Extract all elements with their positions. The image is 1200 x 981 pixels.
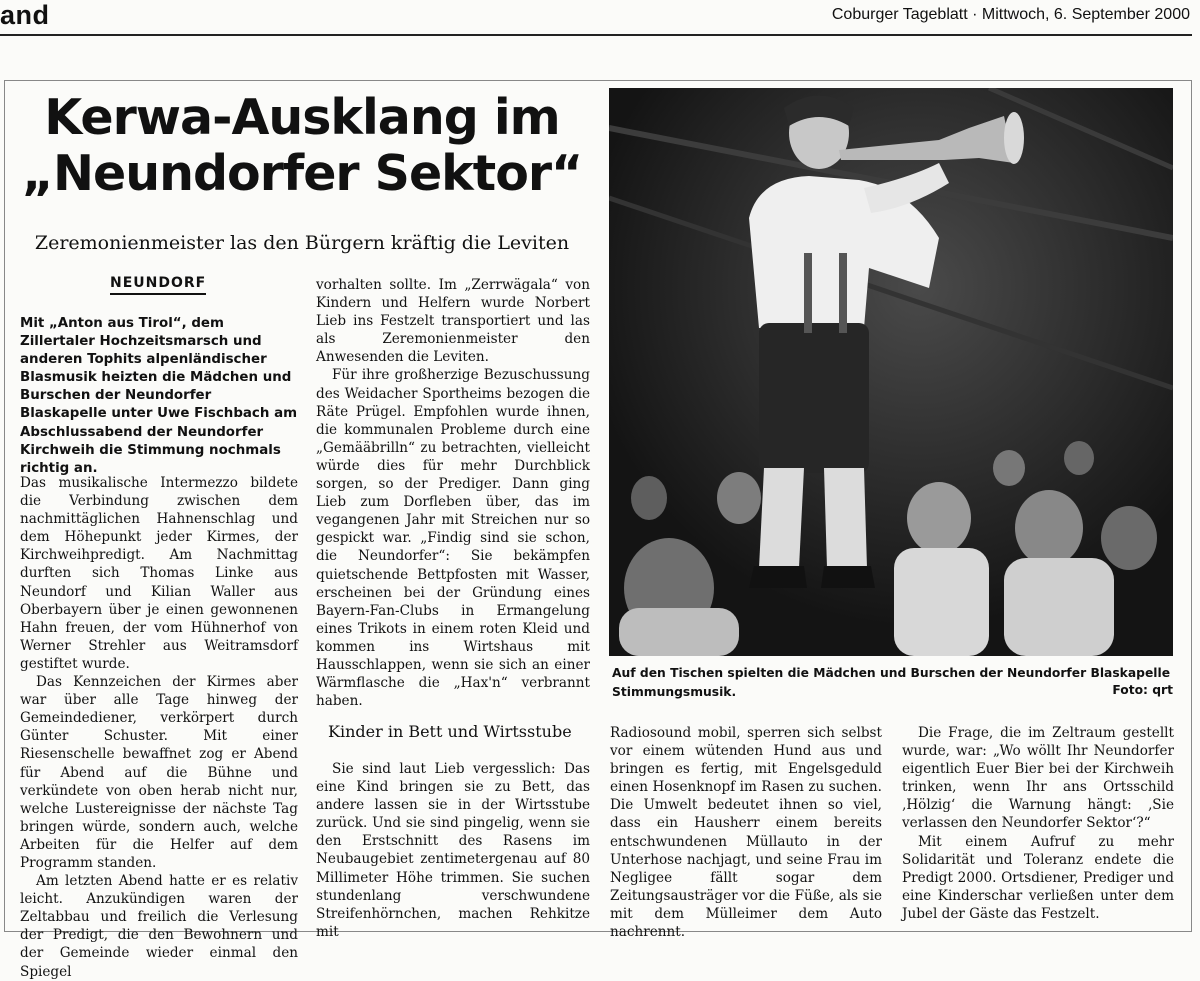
masthead: Coburger Tageblatt · Mittwoch, 6. September 2000: [831, 6, 1190, 23]
body-paragraph: Das Kennzeichen der Kirmes aber war über alle Tage hinweg der Gemeindediener, verkörpert durch Günter Schuster. Mit einer Riesenschelle bewaffnet zog er Abend für Abend auf die Bühne und verkündete von oben herab nicht nur, welche Lustereignisse der nächste Tag bringen würde, sondern auch, welche Arbeiten für die Helfer auf dem Programm standen.: [20, 674, 298, 871]
body-paragraph: Mit einem Aufruf zu mehr Solidarität und Toleranz endete die Predigt 2000. Ortsdiener, Prediger und eine Kinderschar verließen unter dem Jubel der Gäste das Festzelt.: [902, 833, 1174, 922]
column-1: [20, 474, 298, 981]
lead-paragraph: Mit „Anton aus Tirol“, dem Zillertaler Hochzeitsmarsch und anderen Tophits alpenländischer Blasmusik heizten die Mädchen und Burschen der Neundorfer Blaskapelle unter Uwe Fischbach am Abschlussabend der Neundorfer Kirchweih die Stimmung nochmals richtig an.: [20, 316, 298, 476]
photo-credit: Foto: qrt: [1112, 683, 1173, 697]
subheadline: Zeremonienmeister las den Bürgern kräftig die Leviten: [34, 232, 570, 254]
dateline: NEUNDORF: [110, 275, 206, 295]
header-rule: [0, 34, 1192, 36]
section-title-fragment: and: [0, 0, 50, 30]
section-subheading: Kinder in Bett und Wirtsstube: [328, 722, 572, 741]
body-paragraph: Für ihre großherzige Bezuschussung des Weidacher Sportheims bezogen die Räte Prügel. Empfohlen wurde ihnen, die kommunalen Probleme durch eine „Gemääbrilln“ zu betrachten, vielleicht würde dies für mehr Durchblick sorgen, so der Prediger. Dann ging Lieb zum Dorfleben über, das im vegangenen Jahr mit Streichen nur so gespickt war. „Findig sind sie schon, die Neundorfer“: Sie bekämpfen quietschende Bettpfosten mit Wasser, erscheinen bei der Gründung eines Bayern-Fan-Clubs in Ermangelung eines Trikots in einem roten Kleid und kommen ins Wirtshaus mit Hausschlappen, wenn sie sich an einer Wärmflasche die „Hax'n“ verbrannt haben.: [316, 367, 590, 710]
article-photo: [609, 88, 1173, 656]
column-2-bottom: [316, 760, 590, 941]
body-paragraph: Das musikalische Intermezzo bildete die Verbindung zwischen dem nachmittäglichen Hahnenschlag und dem Höhepunkt jeder Kirmes, der Kirchweihpredigt. Am Nachmittag durften sich Thomas Linke aus Neundorf und Kilian Waller aus Oberbayern über je einen gewonnenen Hahn freuen, der vom Hühnerhof von Werner Strehler aus Weitramsdorf gestiftet wurde.: [20, 475, 298, 672]
column-3: [610, 724, 882, 941]
body-paragraph: Sie sind laut Lieb vergesslich: Das eine Kind bringen sie zu Bett, das andere lassen sie in der Wirtsstube zurück. Und sie sind pingelig, wenn sie den Erstschnitt des Rasens im Neubaugebiet zentimetergenau auf 80 Millimeter Höhe trimmen. Sie suchen stundenlang verschwundene Streifenhörnchen, machen Rehkitze mit: [316, 761, 590, 940]
headline-line-2: „Neundorfer Sektor“: [21, 145, 583, 202]
photo-caption: Auf den Tischen spielten die Mädchen und Burschen der Neundorfer Blaskapelle Stimmungsmusik.: [612, 666, 1171, 699]
headline: [12, 90, 592, 202]
body-paragraph: Am letzten Abend hatte er es relativ leicht. Anzukündigen waren der Zeltabbau und freilich die Verlesung der Predigt, die den Bewohnern und der Gemeinde wieder einmal den Spiegel: [20, 873, 298, 980]
body-paragraph: Die Frage, die im Zeltraum gestellt wurde, war: „Wo wöllt Ihr Neundorfer eigentlich Euer Bier bei der Kirchweih trinken, wenn Ihr ans Ortsschild ‚Hölzig‘ die Warnung hängt: ‚Sie verlassen den Neundorfer Sektor‘?“: [902, 725, 1174, 832]
column-4: [902, 724, 1174, 923]
body-paragraph: Radiosound mobil, sperren sich selbst vor einem wütenden Hund aus und bringen es fertig, mit Engelsgeduld einen Hosenknopf im Rasen zu suchen. Die Umwelt bedeutet ihnen so viel, dass ein Hausherr einem bereits entschwundenen Müllauto in der Unterhose nachjagt, und seine Frau im Negligee fällt sogar dem Zeitungsausträger vor die Füße, als sie mit dem Mülleimer dem Auto nachrennt.: [610, 725, 882, 941]
headline-line-1: Kerwa-Ausklang im: [44, 89, 560, 146]
column-2-top: [316, 276, 590, 710]
body-paragraph: vorhalten sollte. Im „Zerrwägala“ von Kindern und Helfern wurde Norbert Lieb ins Festzelt transportiert und las als Zeremonienmeister den Anwesenden die Leviten.: [316, 277, 590, 366]
